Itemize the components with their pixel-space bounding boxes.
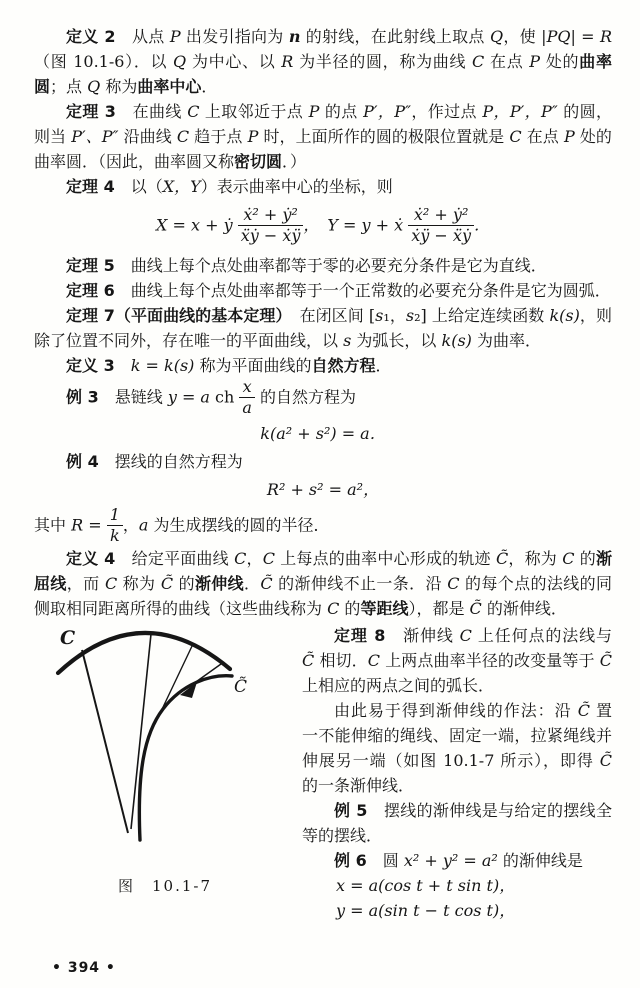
text-segment: ． <box>375 355 392 375</box>
para-theorem-3 <box>34 99 612 174</box>
text-segment: P <box>529 52 541 71</box>
text-segment: C̃ <box>469 598 482 618</box>
text-segment: PQ <box>546 27 571 46</box>
text-segment <box>115 356 131 375</box>
para-text <box>66 387 239 406</box>
text-segment: 的点 <box>319 102 364 121</box>
fraction-denominator: a <box>242 398 252 418</box>
text-segment: Q <box>489 27 504 46</box>
text-segment: 出发引指向为 <box>180 27 289 46</box>
fraction-denominator: ẋÿ − ẍẏ <box>411 226 471 246</box>
text-segment: 的圆，则当 <box>34 102 612 146</box>
figure-label-c: C <box>60 626 76 649</box>
text-segment: P′、P″ <box>71 127 119 146</box>
para-where-r <box>34 506 612 546</box>
text-segment: 的渐伸线是 <box>497 850 583 870</box>
text-segment: 为生成摆线的圆的半径． <box>148 515 330 535</box>
para-definition-3 <box>34 353 612 378</box>
two-column-section <box>34 623 612 923</box>
text-segment: P <box>563 127 575 146</box>
text-segment: 为曲率． <box>471 330 541 350</box>
text-segment: 定义 2 <box>66 27 116 46</box>
text-segment: ₂] 上给定连续函数 <box>414 305 550 325</box>
curve-c <box>58 633 230 673</box>
text-segment: s <box>343 330 352 350</box>
text-segment: 给定平面曲线 <box>115 548 235 568</box>
text-segment: P <box>169 27 181 46</box>
text-segment: C <box>562 548 575 568</box>
figure-caption: 图 10.1-7 <box>117 876 212 895</box>
text-segment: k = k(s) <box>130 355 195 375</box>
text-segment: C <box>509 127 522 146</box>
text-segment: ． <box>201 77 218 96</box>
text-segment: ．） <box>282 152 307 171</box>
text-segment: C <box>187 102 200 121</box>
text-segment: n <box>288 27 301 46</box>
text-segment: C̃ <box>302 650 315 670</box>
text-segment: C <box>472 52 485 71</box>
formula-curvature-center <box>34 206 612 246</box>
text-segment: 趋于点 <box>189 127 248 146</box>
text-segment: C <box>367 650 381 670</box>
text-segment: a <box>138 515 149 535</box>
fraction-numerator: ẋ² + ẏ² <box>408 206 474 226</box>
fraction <box>238 206 304 246</box>
text-segment: 定理 3 <box>66 102 116 121</box>
text-segment: 为弧长，以 <box>351 330 442 350</box>
para-theorem-4 <box>34 174 612 199</box>
para-theorem-5 <box>34 253 612 278</box>
text-segment: ch <box>209 387 240 407</box>
text-segment: 圆 <box>366 850 404 870</box>
text-segment: P <box>308 102 320 121</box>
text-segment: 置一不能伸缩的绳线、固定一端，拉紧绳线并伸展另一端（如图 10.1-7 所示），即得 <box>302 700 612 770</box>
text-segment: k(s) <box>549 305 580 325</box>
text-segment: 在曲线 <box>115 102 188 121</box>
text-column <box>296 623 612 923</box>
text-segment: R <box>71 515 84 535</box>
text-segment: k(s) <box>441 330 472 350</box>
text-segment: 为半径的圆，称为曲线 <box>293 52 473 71</box>
text-segment: 定理 7（平面曲线的基本定理） <box>66 305 284 325</box>
text-segment: 曲率中心 <box>137 77 202 96</box>
text-segment: 的每个点的法线的同侧取相同距离所得的曲线（这些曲线称为 <box>34 573 612 618</box>
text-segment: 其中 <box>34 515 72 535</box>
text-segment: 称为平面曲线的 <box>194 355 312 375</box>
text-segment: 例 6 <box>334 850 367 870</box>
text-segment: s <box>375 305 384 325</box>
para-example-6 <box>302 848 612 873</box>
text-segment: 的渐伸线． <box>481 598 567 618</box>
para-text <box>34 515 107 534</box>
text-segment: 的射线，在此射线上取点 <box>300 27 490 46</box>
formula-text: ． <box>473 215 490 235</box>
text-segment: 上相应的两点之间的弧长． <box>302 675 495 695</box>
para-example-5 <box>302 798 612 848</box>
fraction-denominator: k <box>109 526 120 546</box>
text-segment: 曲线上每个点处曲率都等于一个正常数的必要充分条件是它为圆弧． <box>114 280 611 300</box>
text-segment: C <box>447 573 460 593</box>
text-segment: ，称为 <box>508 548 563 568</box>
string-line-1 <box>82 650 128 833</box>
text-segment: 上任何点的法线与 <box>471 625 612 645</box>
text-segment: 由此易于得到渐伸线的作法：沿 <box>334 700 578 720</box>
text-segment: 曲率圆 <box>34 52 612 96</box>
text-segment: 在闭区间 [ <box>283 305 376 325</box>
text-segment: ），都是 <box>408 598 470 618</box>
text-segment: 时，上面所作的圆的极限位置就是 <box>258 127 510 146</box>
page-number: • 394 • <box>52 960 116 976</box>
text-segment: Q <box>87 77 101 96</box>
text-segment: 上取邻近于点 <box>199 102 309 121</box>
text-segment: ₁， <box>383 305 406 325</box>
text-segment: 例 4 <box>66 452 99 472</box>
fraction-denominator: ẍẏ − ẋÿ <box>240 226 301 246</box>
text-segment: 定理 5 <box>66 255 115 275</box>
text-segment: 从点 <box>115 27 170 46</box>
text-segment: 密切圆 <box>234 152 283 171</box>
text-segment: P，P′，P″ <box>482 102 558 121</box>
text-segment: 的渐伸线不止一条．沿 <box>272 573 448 593</box>
text-segment: R <box>599 27 612 46</box>
text-segment: 等距线 <box>360 598 409 618</box>
text-segment: ）表示曲率中心的坐标，则 <box>200 177 393 196</box>
text-segment: P′，P″ <box>363 102 411 121</box>
text-segment: 例 5 <box>334 800 368 820</box>
text-segment: C̃ <box>495 548 509 568</box>
text-segment: 的自然方程为 <box>254 387 357 407</box>
text-segment: 渐伸线 <box>385 625 460 645</box>
text-segment: 以（ <box>114 177 163 196</box>
para-text <box>123 515 330 534</box>
equation-involute-y: y = a(sin t − t cos t)， <box>336 900 516 920</box>
text-segment: 在点 <box>521 127 564 146</box>
fraction-numerator: x <box>239 378 255 398</box>
text-segment: 定理 6 <box>66 280 115 300</box>
text-segment: C̃ <box>599 650 612 670</box>
text-segment: P <box>247 127 259 146</box>
formula-catenary-natural-equation: k(a² + s²) = a． <box>260 423 386 443</box>
text-segment: 上每点的曲率中心形成的轨迹 <box>274 548 496 568</box>
text-segment: 上两点曲率半径的改变量等于 <box>380 650 600 670</box>
fraction-numerator: ẋ² + ẏ² <box>238 206 304 226</box>
text-segment: C <box>459 625 472 645</box>
fraction <box>408 206 474 246</box>
text-segment: C̃ <box>160 573 174 593</box>
text-segment: 悬链线 <box>98 387 168 407</box>
text-segment: 曲线上每个点处曲率都等于零的必要充分条件是它为直线． <box>114 255 547 275</box>
para-definition-2 <box>34 24 612 99</box>
para-text <box>255 387 356 406</box>
figure-label-c-tilde: C̃ <box>234 676 248 697</box>
para-involute-construction <box>302 698 612 798</box>
text-segment: ，使 | <box>503 27 547 46</box>
formula-text: X = x + ẏ <box>156 215 238 235</box>
text-segment: C <box>234 548 247 568</box>
formula-cycloid-natural-equation: R² + s² = a²， <box>266 480 380 500</box>
text-segment: ， <box>246 548 263 568</box>
para-theorem-8 <box>302 623 612 698</box>
text-segment: x² + y² = a² <box>403 850 498 870</box>
text-segment: 定理 4 <box>66 177 115 196</box>
text-segment: （图 10.1-6）．以 <box>34 52 174 71</box>
text-segment: ，作过点 <box>410 102 483 121</box>
text-segment: Q <box>173 52 187 71</box>
text-segment: C <box>176 127 190 146</box>
text-segment: 例 3 <box>66 387 99 407</box>
text-segment: s <box>405 305 415 325</box>
formula-text: ， Y = y + ẋ <box>303 215 409 235</box>
para-example-4 <box>34 449 612 474</box>
text-segment: C <box>262 548 275 568</box>
text-segment: C̃ <box>577 700 590 720</box>
para-definition-4 <box>34 546 612 621</box>
text-segment: 的一条渐伸线． <box>302 775 415 795</box>
inline-fraction <box>239 378 255 418</box>
text-segment: 为中心、以 <box>186 52 282 71</box>
text-segment: ， <box>122 515 139 535</box>
text-segment: 自然方程 <box>311 355 376 375</box>
text-segment: ；点 <box>50 77 88 96</box>
text-segment: | = <box>570 27 600 46</box>
text-segment: 处的曲率圆．（因此，曲率圆又称 <box>34 127 612 171</box>
fraction-numerator: 1 <box>107 506 123 526</box>
text-segment: ． <box>244 573 261 593</box>
text-segment: C̃ <box>599 750 612 770</box>
text-segment: 摆线的渐伸线是与给定的摆线全等的摆线． <box>302 800 612 845</box>
text-segment: 的 <box>173 573 195 593</box>
text-segment: 渐伸线 <box>194 573 245 593</box>
equation-involute-x: x = a(cos t + t sin t)， <box>336 875 516 895</box>
text-segment: 摆线的自然方程为 <box>98 452 243 472</box>
para-theorem-7 <box>34 303 612 353</box>
text-segment: X，Y <box>162 177 201 196</box>
figure-10-1-7-involute-construction <box>34 623 292 865</box>
text-segment: 相切． <box>314 650 368 670</box>
figure-column <box>34 623 296 923</box>
text-segment: R <box>281 52 294 71</box>
text-segment: C <box>104 573 118 593</box>
text-segment: 定义 4 <box>66 548 116 568</box>
text-segment: C <box>327 598 340 618</box>
para-theorem-6 <box>34 278 612 303</box>
inline-fraction <box>107 506 123 546</box>
text-segment: y = a <box>167 387 210 407</box>
text-segment: 处的 <box>540 52 580 71</box>
text-segment: ，则除了位置不同外，存在唯一的平面曲线，以 <box>34 305 612 350</box>
text-segment: 称为 <box>117 573 161 593</box>
text-segment: 定理 8 <box>334 625 386 645</box>
para-example-3 <box>34 378 612 418</box>
text-segment: 称为 <box>100 77 138 96</box>
text-segment: 渐屈线 <box>34 548 612 593</box>
text-segment: 定义 3 <box>66 355 115 375</box>
curve-c-tilde <box>139 675 232 839</box>
text-segment: 的 <box>574 548 596 568</box>
text-segment: 在点 <box>484 52 530 71</box>
text-segment: ，而 <box>66 573 105 593</box>
text-segment: = <box>83 515 107 535</box>
text-segment: 沿曲线 <box>118 127 177 146</box>
text-segment: C̃ <box>260 573 273 593</box>
text-segment: 的 <box>339 598 361 618</box>
